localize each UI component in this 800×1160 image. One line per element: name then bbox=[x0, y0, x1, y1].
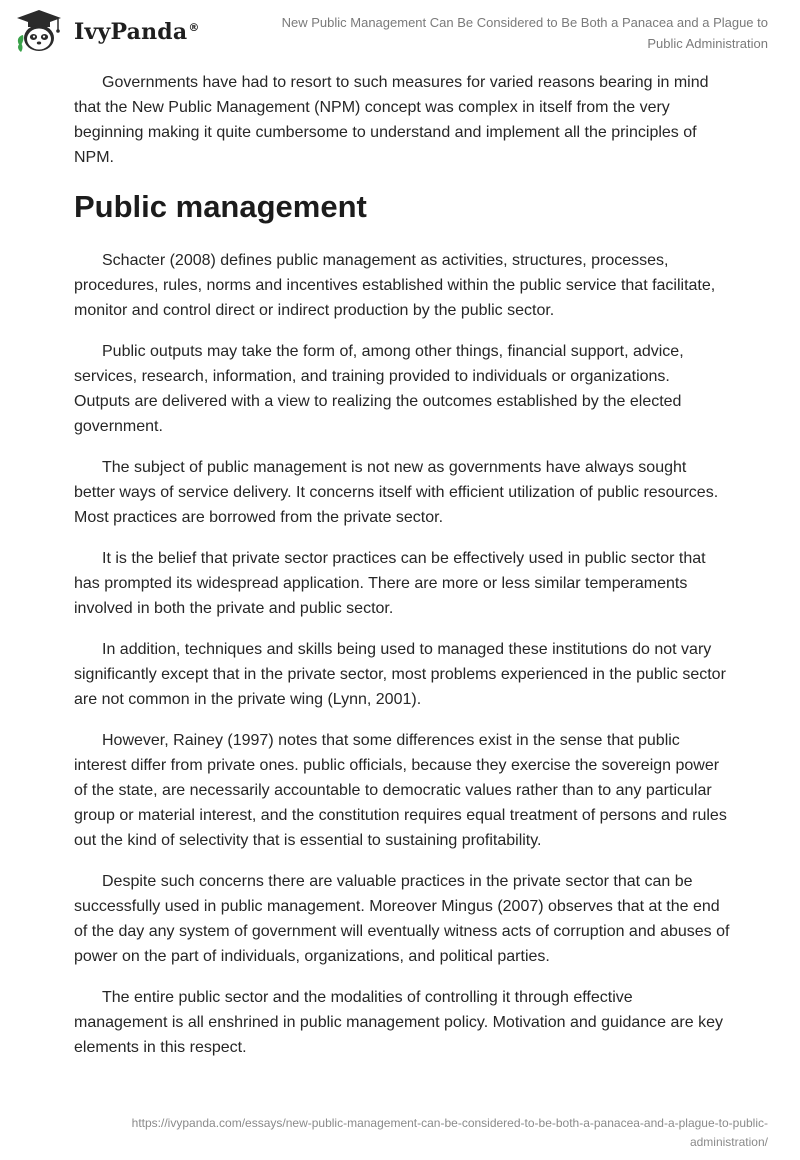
registered-mark: ® bbox=[188, 20, 200, 34]
body-paragraph: However, Rainey (1997) notes that some differences exist in the sense that public interest differ from private ones. public officials, because they exercise the sovereign power of the state, are necessarily accountable to democratic values rather than to any particular group or material interest, and the constitution requires equal treatment of persons and rules out the kind of selectivity that is essential to sustaining profitability. bbox=[74, 732, 727, 849]
section-heading: Public management bbox=[74, 189, 367, 224]
body-paragraph: Public outputs may take the form of, among other things, financial support, advice, services, research, information, and training provided to individuals or organizations. Outputs are delivered with a view to realizing the outcomes established by the elected government. bbox=[74, 343, 684, 435]
body-paragraph: Schacter (2008) defines public management as activities, structures, processes, procedures, rules, norms and incentives established within the public service that facilitate, monitor and control direct or indirect production by the public sector. bbox=[74, 252, 716, 319]
panda-logo-icon bbox=[14, 8, 64, 54]
document-title: New Public Management Can Be Considered to Be Both a Panacea and a Plague to Public Administration bbox=[281, 15, 768, 51]
body-paragraph: The entire public sector and the modalities of controlling it through effective management is all enshrined in public management policy. Motivation and guidance are key elements in this respect. bbox=[74, 989, 723, 1056]
body-paragraph: Despite such concerns there are valuable practices in the private sector that can be successfully used in public management. Moreover Mingus (2007) observes that at the end of the day any system of government will eventually witness acts of corruption and abuses of power on the part of individuals, organizations, and political parties. bbox=[74, 873, 730, 965]
body-paragraph: The subject of public management is not new as governments have always sought better ways of service delivery. It concerns itself with efficient utilization of public resources. Most practices are borrowed from the private sector. bbox=[74, 459, 719, 526]
body-paragraph: It is the belief that private sector practices can be effectively used in public sector that has prompted its widespread application. There are more or less similar temperaments involved in both the private and public sector. bbox=[74, 550, 706, 617]
brand-text: IvyPanda bbox=[74, 19, 188, 45]
body-paragraph: In addition, techniques and skills being used to managed these institutions do not vary significantly except that in the private sector, most problems experienced in the public sector are not common in the private wing (Lynn, 2001). bbox=[74, 641, 726, 708]
brand-name bbox=[74, 19, 200, 45]
intro-paragraph: Governments have had to resort to such measures for varied reasons bearing in mind that the New Public Management (NPM) concept was complex in itself from the very beginning making it quite cumbersome to understand and implement all the principles of NPM. bbox=[74, 74, 709, 166]
page-header bbox=[0, 0, 800, 62]
source-url[interactable]: https://ivypanda.com/essays/new-public-management-can-be-considered-to-be-both-a-panacea-and-a-plague-to-public-administration/ bbox=[131, 1116, 768, 1149]
essay-content bbox=[74, 70, 730, 1076]
ivypanda-logo[interactable] bbox=[14, 8, 200, 54]
